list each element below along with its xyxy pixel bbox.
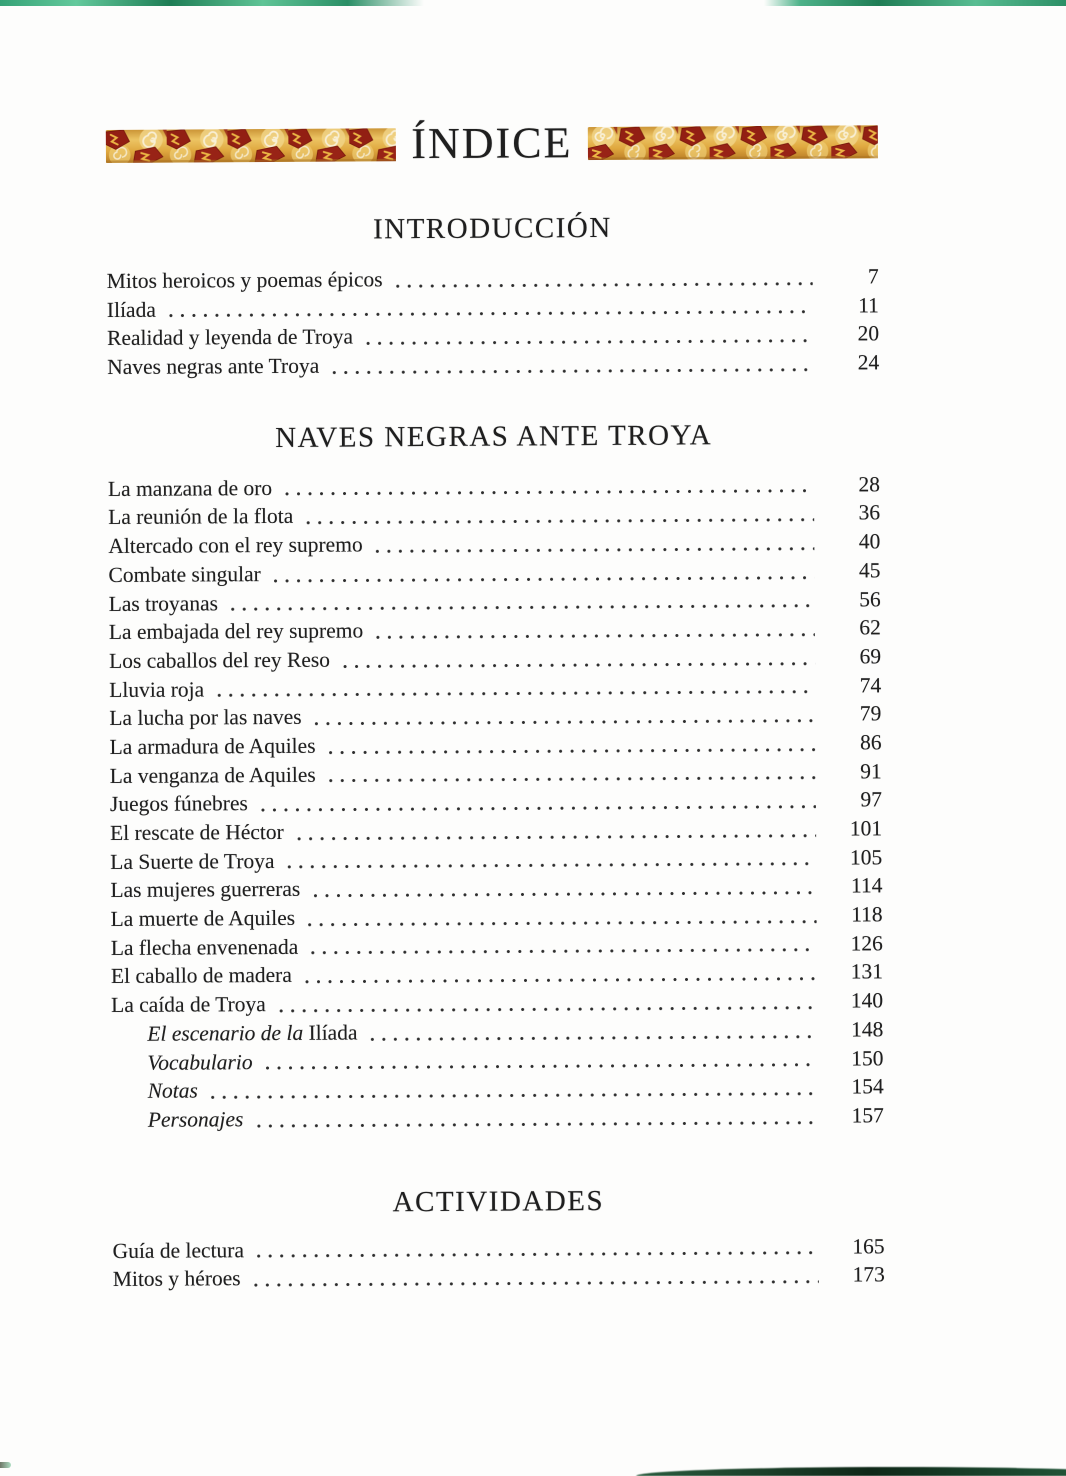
toc-entry — [109, 700, 881, 733]
toc-entry-title-roman: Mitos heroicos y poemas épicos — [106, 267, 383, 293]
toc-entry-page: 91 — [860, 758, 882, 784]
toc-entry-title-roman: La muerte de Aquiles — [110, 905, 296, 932]
toc-entry-page: 101 — [849, 816, 883, 841]
toc-entry — [108, 470, 880, 503]
toc-entry — [109, 671, 881, 704]
toc-entry-title — [111, 990, 266, 1020]
toc-entry-title — [110, 818, 284, 848]
toc-entry — [112, 1101, 884, 1134]
toc-entry — [107, 320, 879, 353]
toc-entry-page: 36 — [858, 500, 881, 525]
toc-entry — [109, 642, 881, 675]
toc-entry-page: 150 — [851, 1045, 884, 1070]
toc-entry-title-roman: Realidad y leyenda de Troya — [106, 324, 354, 351]
section-heading: INTRODUCCIÓN — [372, 211, 612, 246]
toc-entry-page: 148 — [850, 1017, 884, 1042]
dot-leader — [376, 633, 815, 640]
dot-leader — [274, 575, 815, 582]
toc-entry-title — [113, 1264, 241, 1293]
toc-entry — [107, 291, 879, 324]
dot-leader — [371, 1034, 818, 1041]
toc-entry — [110, 814, 882, 847]
toc-entry-title-roman: Ilíada — [303, 1020, 358, 1045]
dot-leader — [306, 518, 814, 525]
toc-entry-page: 11 — [858, 292, 879, 318]
toc-entry-page: 69 — [859, 644, 882, 669]
dot-leader — [308, 919, 817, 926]
toc-entry-title-italic: Notas — [147, 1078, 198, 1103]
toc-entry-title-roman: Guía de lectura — [112, 1237, 245, 1263]
toc-entry-page: 126 — [850, 931, 883, 956]
toc-entry-title-roman: Naves negras ante Troya — [107, 353, 320, 380]
toc-entry-page: 74 — [859, 672, 882, 697]
index-header — [106, 118, 878, 169]
toc-entry-title — [109, 703, 301, 733]
toc-entry-title — [110, 789, 248, 819]
toc-entry-title — [107, 265, 383, 295]
dot-leader — [285, 489, 814, 496]
toc-entry-title — [107, 352, 319, 382]
section-entries — [107, 262, 880, 381]
ornament-pattern-left — [106, 128, 397, 163]
dot-leader — [396, 281, 813, 288]
toc-entry-title-roman: Altercado con el rey supremo — [108, 532, 363, 559]
toc-entry-title-roman: Mitos y héroes — [112, 1266, 241, 1292]
toc-entry-title-roman: Ilíada — [106, 297, 156, 322]
toc-entry-title — [108, 502, 293, 532]
toc-entry-title — [110, 760, 316, 790]
toc-entry-title — [108, 531, 362, 561]
toc-entry-page: 154 — [851, 1074, 884, 1099]
toc-entry — [109, 585, 881, 618]
toc-entry — [108, 556, 880, 589]
toc-entry-page: 79 — [859, 701, 882, 726]
dot-leader — [231, 604, 815, 612]
section-heading: NAVES NEGRAS ANTE TROYA — [275, 419, 713, 454]
dot-leader — [329, 776, 816, 783]
toc-entry-title-roman: El rescate de Héctor — [110, 819, 284, 845]
toc-entry-title-italic: Personajes — [147, 1107, 244, 1132]
toc-entry — [107, 348, 879, 381]
toc-sections — [106, 210, 885, 1294]
dot-leader — [366, 339, 813, 346]
toc-entry-page: 157 — [851, 1103, 884, 1128]
toc-entry-title-roman: Las troyanas — [108, 590, 219, 616]
toc-entry — [110, 786, 882, 819]
toc-entry — [113, 1232, 885, 1265]
toc-entry-page: 40 — [858, 529, 881, 554]
toc-entry-page: 131 — [850, 959, 884, 984]
section-entries — [108, 470, 884, 1135]
toc-entry-title — [111, 933, 299, 963]
toc-entry-page: 62 — [859, 615, 881, 640]
toc-entry-title-roman: La flecha envenenada — [110, 934, 299, 960]
dot-leader — [313, 891, 816, 898]
toc-entry — [109, 728, 881, 761]
toc-entry-title-roman: La reunión de la flota — [108, 504, 294, 530]
dot-leader — [257, 1251, 819, 1258]
ornament-band-left — [106, 128, 397, 163]
toc-entry-title-italic: Vocabulario — [147, 1049, 253, 1075]
toc-entry-title — [109, 617, 363, 647]
dot-leader — [311, 948, 817, 955]
toc-entry-page: 114 — [850, 873, 883, 898]
toc-entry-page: 105 — [849, 844, 883, 870]
toc-entry — [109, 613, 881, 646]
dot-leader — [332, 367, 813, 374]
page-content — [105, 0, 885, 1294]
toc-entry-title — [109, 646, 330, 676]
toc-entry-title-roman: Juegos fúnebres — [109, 791, 248, 817]
toc-entry-title — [110, 875, 300, 905]
toc-entry-title — [107, 295, 156, 324]
dot-leader — [261, 805, 816, 812]
toc-entry-title-roman: El caballo de madera — [110, 963, 292, 989]
toc-entry-page: 7 — [867, 264, 879, 289]
dot-leader — [266, 1063, 818, 1070]
dot-leader — [297, 833, 816, 840]
toc-entry-title-roman: Combate singular — [108, 561, 261, 587]
toc-entry-title — [109, 732, 315, 762]
toc-entry-title — [107, 323, 353, 353]
toc-entry-page: 140 — [850, 988, 884, 1013]
toc-entry-page: 165 — [852, 1233, 885, 1259]
toc-entry-title — [111, 904, 296, 934]
cover-edge-bottom-left-speck — [0, 1462, 11, 1468]
toc-entry-title — [108, 560, 260, 590]
page-title: ÍNDICE — [411, 118, 573, 169]
cover-edge-bottom-right — [636, 1467, 1066, 1476]
toc-entry-title-roman: La armadura de Aquiles — [109, 733, 316, 759]
toc-entry-page: 86 — [859, 730, 882, 755]
toc-entry — [107, 262, 879, 295]
toc-entry — [108, 499, 880, 532]
toc-entry-title-roman: La embajada del rey supremo — [108, 618, 364, 645]
toc-entry-title — [148, 1077, 198, 1106]
ornament-band-right — [587, 125, 878, 160]
dot-leader — [305, 977, 817, 984]
toc-entry — [108, 527, 880, 560]
toc-entry-page: 28 — [858, 472, 881, 497]
toc-entry-page: 20 — [857, 321, 880, 346]
toc-section — [108, 418, 884, 1135]
section-heading: ACTIVIDADES — [392, 1184, 605, 1218]
dot-leader — [315, 719, 816, 726]
toc-entry-title-roman: Los caballos del rey Reso — [108, 647, 331, 673]
dot-leader — [169, 310, 813, 318]
toc-entry-title-roman: Las mujeres guerreras — [110, 877, 301, 903]
toc-section — [112, 1183, 885, 1294]
section-entries — [113, 1232, 885, 1294]
toc-entry-title — [148, 1105, 244, 1134]
toc-section — [106, 210, 879, 381]
toc-entry-title — [111, 961, 292, 991]
toc-entry-title-roman: Lluvia roja — [109, 676, 205, 702]
dot-leader — [256, 1120, 817, 1127]
toc-entry-page: 24 — [857, 350, 880, 375]
dot-leader — [279, 1005, 817, 1012]
toc-entry-title — [147, 1048, 252, 1077]
dot-leader — [376, 546, 815, 553]
toc-entry-title-roman: La venganza de Aquiles — [109, 762, 316, 788]
dot-leader — [211, 1092, 818, 1100]
toc-entry — [110, 757, 882, 790]
dot-leader — [343, 661, 815, 668]
toc-entry-title-italic: El escenario de la — [147, 1020, 304, 1046]
toc-entry-title-roman: La caída de Troya — [111, 992, 266, 1018]
toc-entry-title — [108, 474, 272, 504]
toc-entry-title — [109, 675, 204, 704]
toc-entry — [110, 843, 882, 876]
toc-entry-title-roman: La Suerte de Troya — [110, 848, 275, 874]
toc-entry-page: 56 — [859, 586, 881, 611]
toc-entry-title-roman: La manzana de oro — [107, 475, 273, 501]
toc-entry-page: 173 — [852, 1262, 885, 1287]
dot-leader — [217, 690, 815, 698]
dot-leader — [288, 862, 817, 869]
dot-leader — [254, 1280, 819, 1287]
toc-entry-title — [147, 1018, 357, 1048]
toc-entry-title-roman: La lucha por las naves — [109, 705, 302, 731]
toc-entry-title — [110, 847, 274, 877]
ornament-pattern-right — [587, 125, 878, 160]
toc-entry-title — [113, 1236, 245, 1266]
toc-entry-page: 97 — [860, 787, 882, 812]
toc-entry-page: 45 — [858, 558, 881, 583]
dot-leader — [329, 747, 816, 754]
toc-entry-page: 118 — [851, 902, 883, 927]
toc-entry — [113, 1261, 885, 1294]
toc-entry-title — [109, 589, 218, 618]
